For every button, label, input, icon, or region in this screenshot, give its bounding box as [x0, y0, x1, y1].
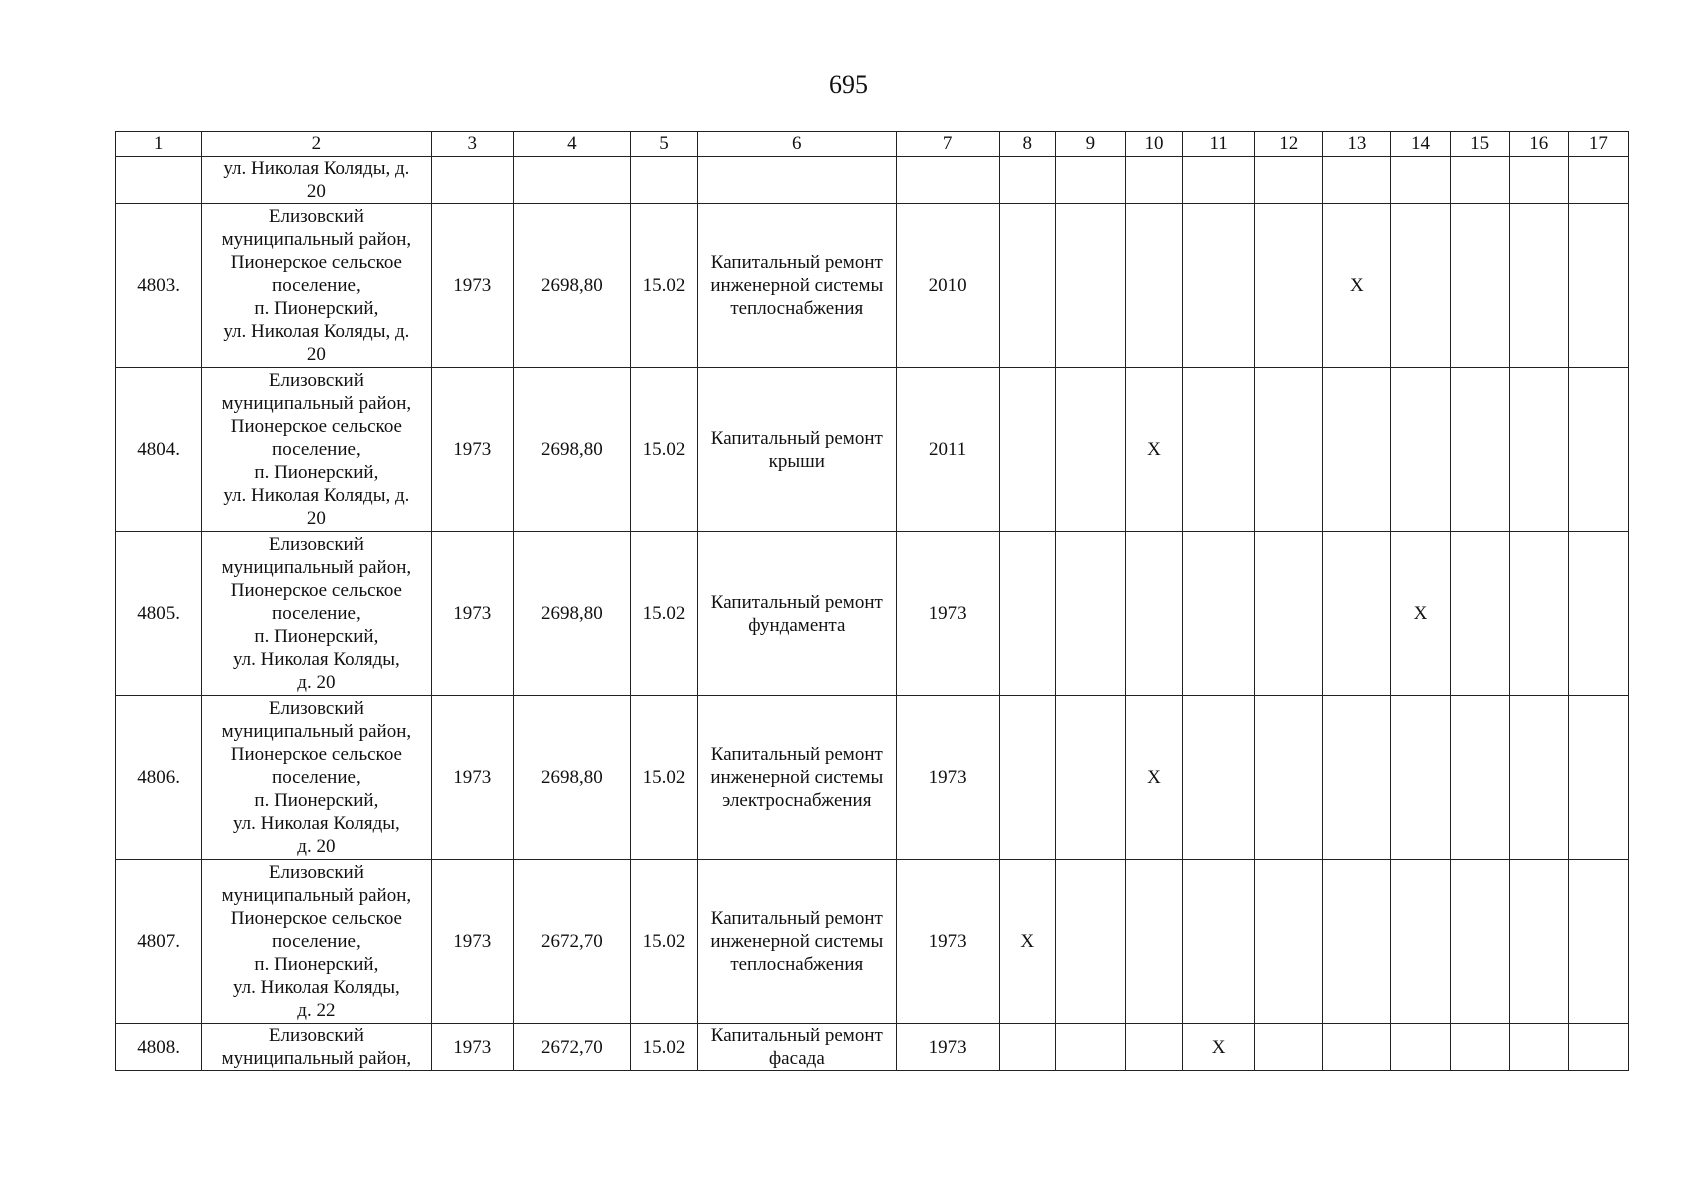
column-header: 15 [1450, 132, 1509, 157]
table-row [116, 368, 1629, 532]
column-7-cell: 2011 [896, 368, 999, 532]
continuation-row [116, 157, 1629, 204]
mark-cell: X [1125, 696, 1182, 860]
table-cell [1509, 696, 1568, 860]
table-cell [1323, 157, 1391, 204]
column-header: 13 [1323, 132, 1391, 157]
code-cell: 15.02 [630, 860, 697, 1024]
table-cell [1125, 157, 1182, 204]
year-cell: 1973 [431, 532, 513, 696]
area-cell: 2698,80 [513, 204, 630, 368]
column-header: 6 [698, 132, 896, 157]
table-cell [431, 157, 513, 204]
table-cell [1055, 368, 1125, 532]
table-cell [1568, 696, 1628, 860]
table-cell [1391, 204, 1450, 368]
table-cell [1125, 532, 1182, 696]
table-cell [1450, 204, 1509, 368]
column-header: 11 [1183, 132, 1255, 157]
address-cell: Елизовский муниципальный район, [202, 1024, 431, 1071]
column-number-row [116, 132, 1629, 157]
address-cell: ул. Николая Коляды, д. 20 [202, 157, 431, 204]
code-cell: 15.02 [630, 696, 697, 860]
table-row [116, 1024, 1629, 1071]
table-cell [1055, 532, 1125, 696]
table-cell [999, 696, 1055, 860]
table-cell [1568, 860, 1628, 1024]
work-type-cell: Капитальный ремонт крыши [698, 368, 896, 532]
table-cell [1125, 204, 1182, 368]
column-header: 12 [1255, 132, 1323, 157]
table-row [116, 696, 1629, 860]
table-body [116, 204, 1629, 1071]
table-cell [1450, 696, 1509, 860]
row-number-cell: 4803. [116, 204, 202, 368]
table-cell [1255, 696, 1323, 860]
code-cell: 15.02 [630, 1024, 697, 1071]
table-cell [1183, 157, 1255, 204]
table-cell [1323, 696, 1391, 860]
column-header: 5 [630, 132, 697, 157]
work-type-cell: Капитальный ремонт инженерной системы теплоснабжения [698, 204, 896, 368]
address-cell: Елизовский муниципальный район, Пионерское сельское поселение, п. Пионерский, ул. Николая Коляды, д. 20 [202, 696, 431, 860]
table-cell [1568, 204, 1628, 368]
area-cell: 2698,80 [513, 368, 630, 532]
table-cell [1509, 368, 1568, 532]
table-cell [999, 204, 1055, 368]
table-cell [1391, 1024, 1450, 1071]
work-type-cell: Капитальный ремонт фундамента [698, 532, 896, 696]
address-cell: Елизовский муниципальный район, Пионерское сельское поселение, п. Пионерский, ул. Николая Коляды, д. 22 [202, 860, 431, 1024]
area-cell: 2672,70 [513, 860, 630, 1024]
table-cell [1450, 157, 1509, 204]
table-cell [999, 368, 1055, 532]
year-cell: 1973 [431, 860, 513, 1024]
column-header: 16 [1509, 132, 1568, 157]
work-type-cell: Капитальный ремонт инженерной системы теплоснабжения [698, 860, 896, 1024]
table-cell [1125, 1024, 1182, 1071]
table-cell [1055, 696, 1125, 860]
column-header: 1 [116, 132, 202, 157]
table-cell [1183, 204, 1255, 368]
table-cell [1391, 696, 1450, 860]
table-cell [1509, 1024, 1568, 1071]
table-cell [1568, 368, 1628, 532]
table-cell [1509, 157, 1568, 204]
table-cell [513, 157, 630, 204]
year-cell: 1973 [431, 696, 513, 860]
table-cell [1450, 860, 1509, 1024]
table-cell [1125, 860, 1182, 1024]
table-cell [1323, 532, 1391, 696]
table-cell [1323, 1024, 1391, 1071]
column-header: 4 [513, 132, 630, 157]
column-7-cell: 1973 [896, 860, 999, 1024]
table-cell [1255, 860, 1323, 1024]
table-cell [1568, 1024, 1628, 1071]
table-cell [1568, 532, 1628, 696]
mark-cell: X [1183, 1024, 1255, 1071]
table-cell [1255, 368, 1323, 532]
column-header: 3 [431, 132, 513, 157]
column-7-cell: 2010 [896, 204, 999, 368]
column-header: 14 [1391, 132, 1450, 157]
work-type-cell: Капитальный ремонт инженерной системы электроснабжения [698, 696, 896, 860]
address-cell: Елизовский муниципальный район, Пионерское сельское поселение, п. Пионерский, ул. Николая Коляды, д. 20 [202, 368, 431, 532]
column-header: 17 [1568, 132, 1628, 157]
code-cell: 15.02 [630, 368, 697, 532]
table-cell [1055, 860, 1125, 1024]
page-number: 695 [829, 70, 868, 99]
mark-cell: X [999, 860, 1055, 1024]
column-header: 7 [896, 132, 999, 157]
table-cell [1391, 860, 1450, 1024]
mark-cell: X [1391, 532, 1450, 696]
table-cell [630, 157, 697, 204]
table-cell [1055, 157, 1125, 204]
column-header: 9 [1055, 132, 1125, 157]
column-7-cell: 1973 [896, 696, 999, 860]
table-cell [698, 157, 896, 204]
table-cell [1255, 532, 1323, 696]
table-cell [1509, 204, 1568, 368]
table-cell [1183, 368, 1255, 532]
table-cell [1509, 532, 1568, 696]
year-cell: 1973 [431, 368, 513, 532]
table-cell [1183, 696, 1255, 860]
area-cell: 2698,80 [513, 696, 630, 860]
table-cell [1509, 860, 1568, 1024]
row-number-cell: 4804. [116, 368, 202, 532]
table-cell [1055, 1024, 1125, 1071]
row-number-cell: 4807. [116, 860, 202, 1024]
mark-cell: X [1125, 368, 1182, 532]
table-cell [999, 532, 1055, 696]
table-cell [999, 1024, 1055, 1071]
row-number-cell: 4808. [116, 1024, 202, 1071]
table-cell [1255, 204, 1323, 368]
table-cell [1391, 157, 1450, 204]
year-cell: 1973 [431, 1024, 513, 1071]
address-cell: Елизовский муниципальный район, Пионерское сельское поселение, п. Пионерский, ул. Николая Коляды, д. 20 [202, 532, 431, 696]
area-cell: 2672,70 [513, 1024, 630, 1071]
address-cell: Елизовский муниципальный район, Пионерское сельское поселение, п. Пионерский, ул. Николая Коляды, д. 20 [202, 204, 431, 368]
capital-repair-table [115, 131, 1629, 1071]
table-cell [1055, 204, 1125, 368]
code-cell: 15.02 [630, 204, 697, 368]
mark-cell: X [1323, 204, 1391, 368]
table-cell [1255, 157, 1323, 204]
area-cell: 2698,80 [513, 532, 630, 696]
table-cell [1450, 532, 1509, 696]
table-cell [1568, 157, 1628, 204]
table-cell [1323, 860, 1391, 1024]
column-7-cell: 1973 [896, 1024, 999, 1071]
table-row [116, 860, 1629, 1024]
table-cell [1450, 368, 1509, 532]
table-cell [1183, 860, 1255, 1024]
column-header: 2 [202, 132, 431, 157]
table-cell [1255, 1024, 1323, 1071]
row-number-cell: 4805. [116, 532, 202, 696]
table-cell [1323, 368, 1391, 532]
row-number-cell: 4806. [116, 696, 202, 860]
table-cell [999, 157, 1055, 204]
table-cell [116, 157, 202, 204]
table-cell [1450, 1024, 1509, 1071]
table-row [116, 532, 1629, 696]
column-7-cell: 1973 [896, 532, 999, 696]
column-header: 10 [1125, 132, 1182, 157]
table-cell [1391, 368, 1450, 532]
work-type-cell: Капитальный ремонт фасада [698, 1024, 896, 1071]
table-row [116, 204, 1629, 368]
column-header: 8 [999, 132, 1055, 157]
year-cell: 1973 [431, 204, 513, 368]
code-cell: 15.02 [630, 532, 697, 696]
table-cell [1183, 532, 1255, 696]
table-cell [896, 157, 999, 204]
